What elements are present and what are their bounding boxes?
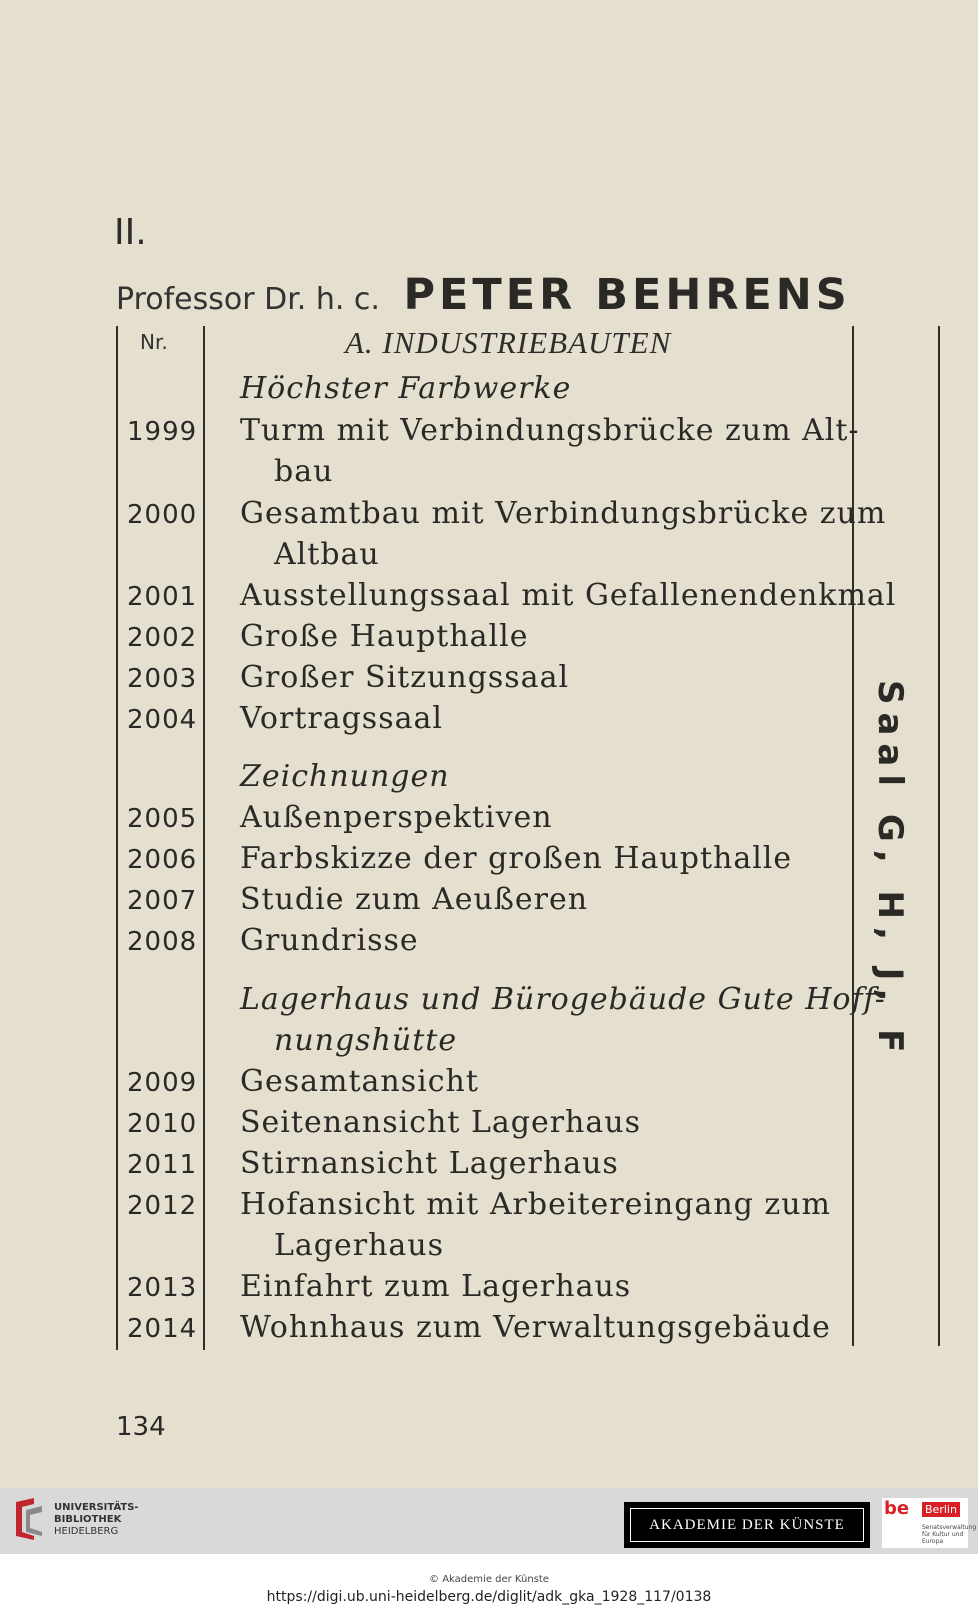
entry-number: 1999: [127, 417, 198, 447]
entry-title: Gesamtbau mit Verbindungsbrücke zum: [240, 496, 887, 531]
room-label: [870, 680, 910, 1061]
catalog-entry: [0, 800, 860, 846]
ub-wordmark: [54, 1502, 139, 1538]
catalog-entry: [0, 701, 860, 747]
right-rule: [938, 326, 940, 1346]
number-column-header: Nr.: [140, 330, 168, 354]
group-heading-row: [0, 982, 886, 1028]
entry-title: Ausstellungssaal mit Gefallenendenkmal: [240, 578, 897, 613]
catalog-entry-continuation: [0, 1228, 860, 1274]
page-number: 134: [116, 1412, 166, 1442]
entry-number: 2011: [127, 1150, 198, 1180]
akademie-wordmark: AKADEMIE DER KÜNSTE: [630, 1508, 864, 1542]
ub-line-2: BIBLIOTHEK: [54, 1514, 122, 1525]
entry-title: Hofansicht mit Arbeitereingang zum: [240, 1187, 831, 1222]
ub-line-1: UNIVERSITÄTS-: [54, 1502, 139, 1513]
entry-title: Turm mit Verbindungsbrücke zum Alt-: [240, 413, 860, 448]
exhibitor-prefix: Professor Dr. h. c.: [116, 282, 380, 317]
entry-number: 2003: [127, 664, 198, 694]
section-heading: A. INDUSTRIEBAUTEN: [345, 325, 672, 360]
university-library-logo[interactable]: [12, 1496, 139, 1548]
entry-number: 2001: [127, 582, 198, 612]
entry-number: 2009: [127, 1068, 198, 1098]
ub-emblem-icon: [12, 1496, 46, 1542]
group-heading: Höchster Farbwerke: [240, 371, 572, 406]
catalog-entry: [0, 660, 860, 706]
entry-number: 2002: [127, 623, 198, 653]
senat-line-1: Senatsverwaltung: [922, 1524, 977, 1531]
entry-title-continuation: Altbau: [274, 537, 380, 572]
chapter-number: II.: [114, 212, 147, 253]
catalog-entry: [0, 1269, 860, 1315]
catalog-entry: [0, 413, 860, 459]
entry-title: Außenperspektiven: [240, 800, 553, 835]
catalog-entry: [0, 882, 860, 928]
exhibitor-heading: [116, 270, 851, 320]
entry-number: 2012: [127, 1191, 198, 1221]
entry-number: 2014: [127, 1314, 198, 1344]
entry-title: Großer Sitzungssaal: [240, 660, 570, 695]
senat-line-2: für Kultur und Europa: [922, 1531, 964, 1545]
footer-bar: [0, 1488, 978, 1554]
group-heading: Lagerhaus und Bürogebäude Gute Hoff-: [240, 982, 886, 1017]
entry-title: Seitenansicht Lagerhaus: [240, 1105, 641, 1140]
catalog-entry: [0, 1064, 860, 1110]
entry-title: Stirnansicht Lagerhaus: [240, 1146, 619, 1181]
entry-number: 2006: [127, 845, 198, 875]
group-heading-continuation: [0, 1023, 860, 1069]
entry-title: Farbskizze der großen Haupthalle: [240, 841, 793, 876]
entry-title: Grundrisse: [240, 923, 419, 958]
akademie-logo[interactable]: [624, 1502, 870, 1548]
senat-text: [922, 1524, 976, 1545]
berlin-mark: Berlin: [922, 1502, 960, 1517]
catalog-entry-continuation: [0, 537, 860, 583]
catalog-entry: [0, 578, 897, 624]
entry-number: 2005: [127, 804, 198, 834]
entry-title: Vortragssaal: [240, 701, 443, 736]
copyright-notice: © Akademie der Künste: [429, 1574, 549, 1585]
entry-title: Wohnhaus zum Verwaltungsgebäude: [240, 1310, 831, 1345]
entry-number: 2004: [127, 705, 198, 735]
entry-title: Einfahrt zum Lagerhaus: [240, 1269, 632, 1304]
entry-title: Studie zum Aeußeren: [240, 882, 589, 917]
catalog-entry: [0, 1146, 860, 1192]
entry-number: 2013: [127, 1273, 198, 1303]
source-url-link[interactable]: https://digi.ub.uni-heidelberg.de/diglit/adk_gka_1928_117/0138: [266, 1589, 712, 1605]
entry-title: Gesamtansicht: [240, 1064, 479, 1099]
berlin-senat-logo[interactable]: [882, 1498, 977, 1548]
catalog-entry: [0, 1187, 860, 1233]
entry-number: 2000: [127, 500, 198, 530]
catalog-entry: [0, 1105, 860, 1151]
group-heading-row: [0, 759, 860, 805]
ub-line-3: HEIDELBERG: [54, 1526, 119, 1537]
entry-title: Große Haupthalle: [240, 619, 529, 654]
entry-number: 2008: [127, 927, 198, 957]
catalog-entry: [0, 1310, 860, 1356]
entry-title-continuation: bau: [274, 454, 334, 489]
catalog-entry: [0, 923, 860, 969]
entry-title-continuation: Lagerhaus: [274, 1228, 445, 1263]
catalog-entry: [0, 841, 860, 887]
group-heading-continuation-text: nungshütte: [274, 1023, 458, 1058]
catalog-entry: [0, 496, 887, 542]
catalog-entry: [0, 619, 860, 665]
exhibitor-name: PETER BEHRENS: [403, 270, 851, 320]
catalog-entry-continuation: [0, 454, 860, 500]
entry-number: 2007: [127, 886, 198, 916]
group-heading-row: [0, 371, 860, 417]
entry-number: 2010: [127, 1109, 198, 1139]
room-label-text: Saal G, H, J, F: [870, 680, 910, 1061]
be-mark: be: [884, 1498, 910, 1519]
group-heading: Zeichnungen: [240, 759, 450, 794]
